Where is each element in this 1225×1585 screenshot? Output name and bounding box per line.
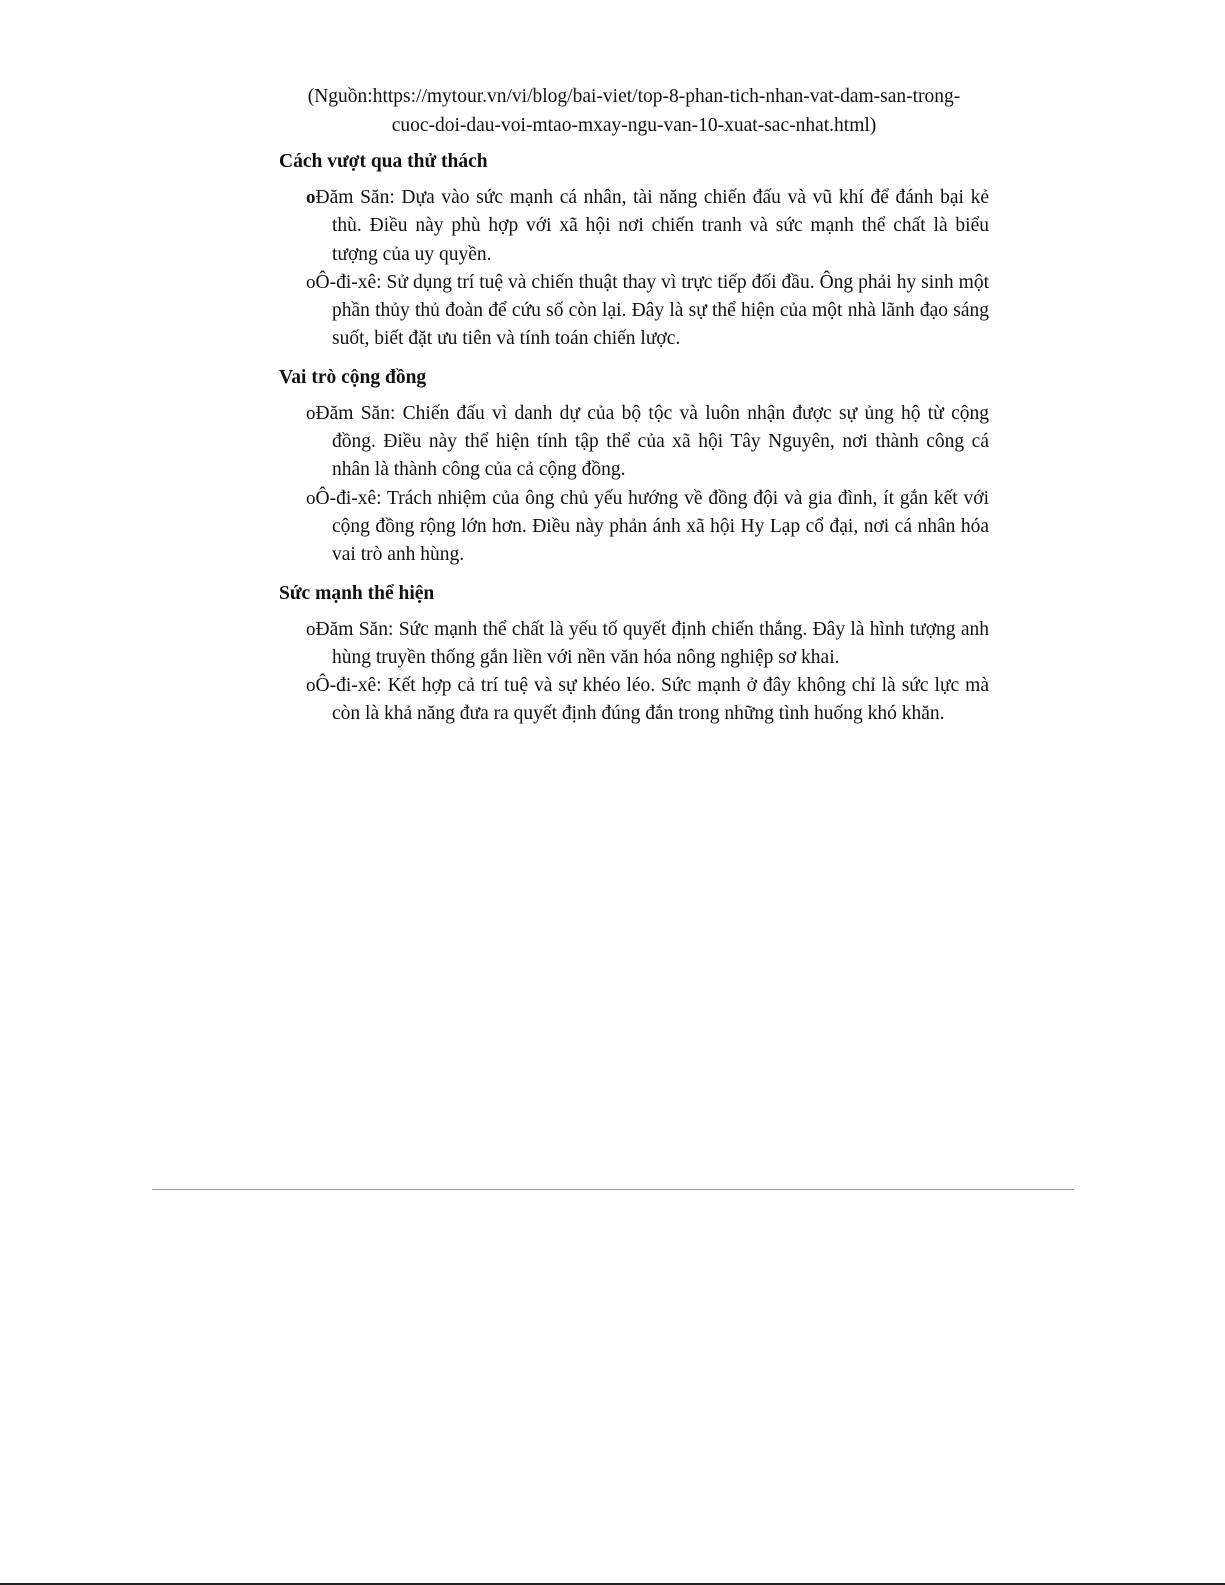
bullet-circle-icon: o [306,618,316,640]
document-page [279,82,989,739]
bullet-circle-icon: o [306,675,316,697]
list-item [279,400,989,485]
bullet-circle-icon: o [306,187,316,208]
list-item-text: Đăm Săn: Dựa vào sức mạnh cá nhân, tài năng chiến đấu và vũ khí để đánh bại kẻ thù. Điều này phù hợp với xã hội nơi chiến tranh và sức mạnh thể chất là biểu tượng của uy quyền. [315,187,989,265]
bullet-circle-icon: o [306,271,316,293]
section-heading: Cách vượt qua thử thách [279,151,488,172]
page-footer-divider [152,1189,1074,1190]
section-heading: Vai trò cộng đồng [279,366,427,388]
list-item [279,672,989,729]
source-citation [279,82,989,140]
list-item [279,616,989,673]
source-line-2: cuoc-doi-dau-voi-mtao-mxay-ngu-van-10-xuat-sac-nhat.html) [391,115,877,136]
list-item-text: Đăm Săn: Chiến đấu vì danh dự của bộ tộc và luôn nhận được sự ủng hộ từ cộng đồng. Điều này thể hiện tính tập thể của xã hội Tây Nguyên, nơi thành công cá nhân là thành công của cả cộng đồng. [315,402,989,481]
source-line-1: (Nguồn:https://mytour.vn/vi/blog/bai-viet/top-8-phan-tich-nhan-vat-dam-san-trong- [307,86,961,107]
section-heading: Sức mạnh thể hiện [279,582,435,604]
bullet-list [279,616,989,729]
list-item-text: Ô-đi-xê: Kết hợp cả trí tuệ và sự khéo léo. Sức mạnh ở đây không chỉ là sức lực mà còn là khả năng đưa ra quyết định đúng đắn trong những tình huống khó khăn. [315,675,989,725]
bullet-circle-icon: o [306,487,316,509]
section-community-role [279,364,989,570]
list-item [279,269,989,354]
section-challenge [279,148,989,354]
section-strength [279,580,989,729]
bullet-circle-icon: o [306,402,316,424]
bullet-list [279,400,989,570]
list-item-text: Ô-đi-xê: Sử dụng trí tuệ và chiến thuật thay vì trực tiếp đối đầu. Ông phải hy sinh một phần thủy thủ đoàn để cứu số còn lại. Đây là sự thể hiện của một nhà lãnh đạo sáng suốt, biết đặt ưu tiên và tính toán chiến lược. [315,271,989,350]
list-item [279,485,989,570]
list-item [279,184,989,269]
list-item-text: Ô-đi-xê: Trách nhiệm của ông chủ yếu hướng về đồng đội và gia đình, ít gắn kết với cộng đồng rộng lớn hơn. Điều này phản ánh xã hội Hy Lạp cổ đại, nơi cá nhân hóa vai trò anh hùng. [315,487,989,566]
list-item-text: Đăm Săn: Sức mạnh thể chất là yếu tố quyết định chiến thắng. Đây là hình tượng anh hùng truyền thống gắn liền với nền văn hóa nông nghiệp sơ khai. [315,618,989,668]
bullet-list [279,184,989,354]
